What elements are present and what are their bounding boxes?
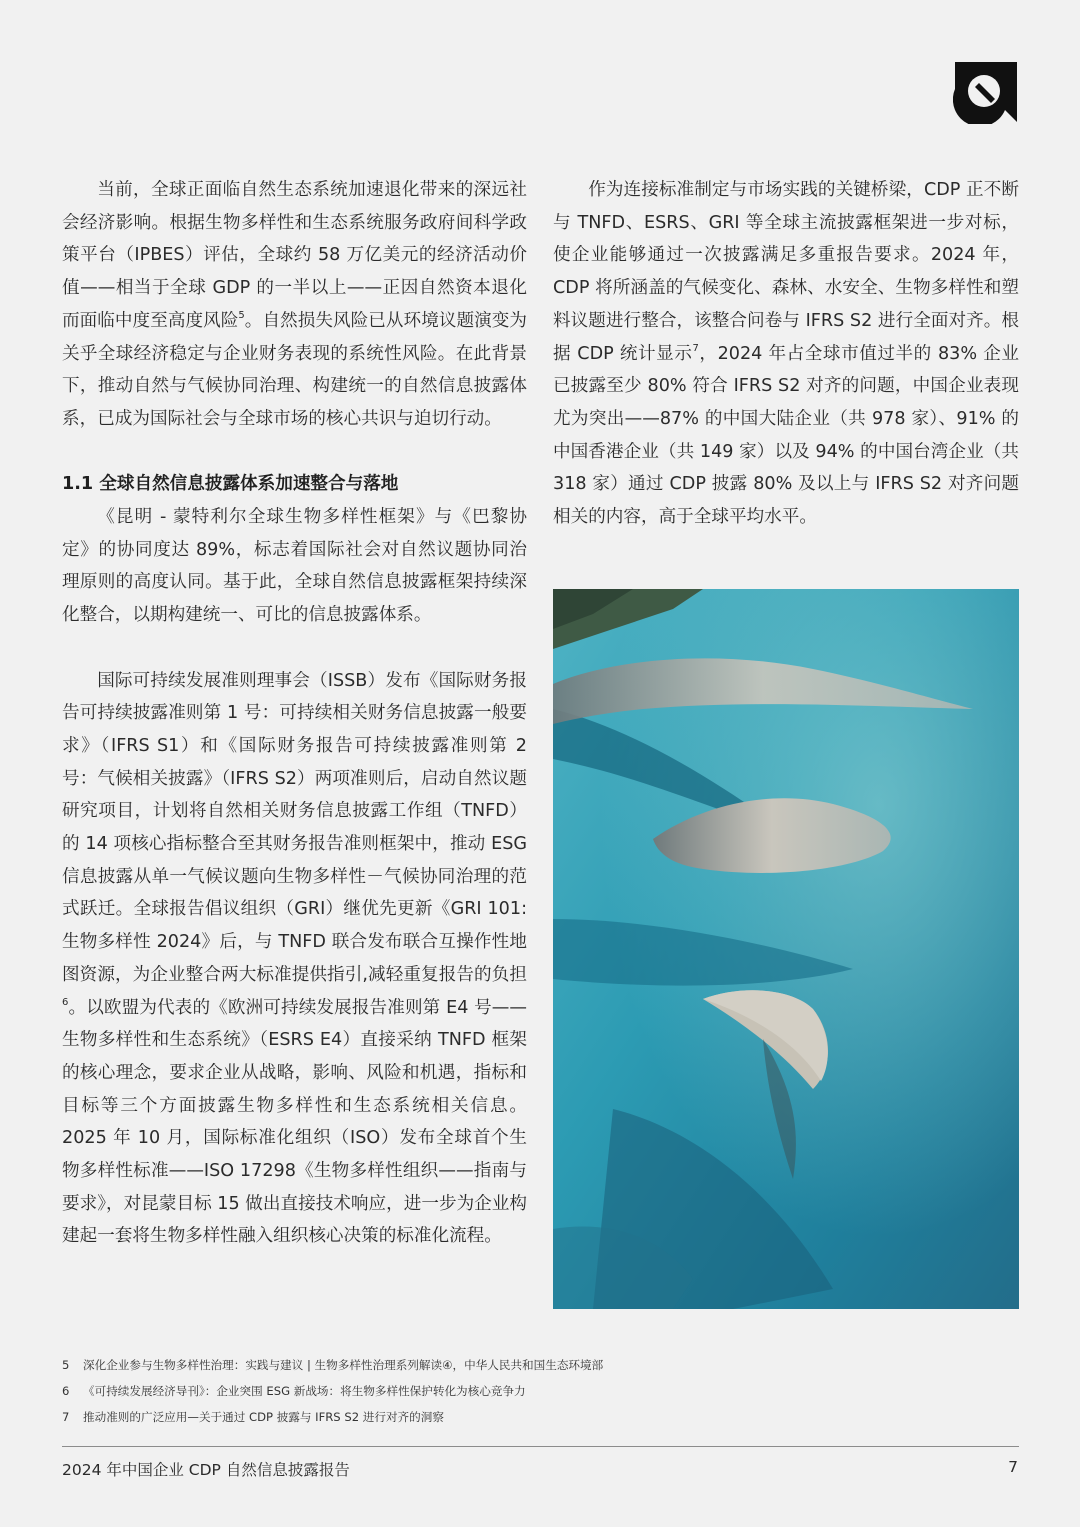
footer-divider: [62, 1446, 1019, 1447]
footnotes: [62, 1352, 1022, 1430]
footnote: [62, 1378, 1022, 1404]
footnote: [62, 1352, 1022, 1378]
footnote-number: 6: [62, 1384, 70, 1398]
brand-logo-icon: [953, 60, 1019, 124]
footnote: [62, 1404, 1022, 1430]
footnote-text: 《可持续发展经济导刊》：企业突围 ESG 新战场：将生物多样性保护转化为核心竞争力: [83, 1384, 526, 1398]
footnote-text: 深化企业参与生物多样性治理：实践与建议 | 生物多样性治理系列解读④，中华人民共和国生态环境部: [83, 1358, 604, 1372]
left-column: [62, 174, 527, 1253]
issb-paragraph: 国际可持续发展准则理事会（ISSB）发布《国际财务报告可持续披露准则第 1 号：可持续相关财务信息披露一般要求》（IFRS S1）和《国际财务报告可持续披露准则第 2 号：气候相关披露》（IFRS S2）两项准则后，启动自然议题研究项目，计划将自然相关财务信息披露工作组（TNFD）的 14 项核心指标整合至其财务报告准则框架中，推动 ESG 信息披露从单一气候议题向生物多样性－气候协同治理的范式跃迁。全球报告倡议组织（GRI）继优先更新《GRI 101: 生物多样性 2024》后，与 TNFD 联合发布联合互操作性地图资源，为企业整合两大标准提供指引,减轻重复报告的负担$^6$。以欧盟为代表的《欧洲可持续发展报告准则第 E4 号——生物多样性和生态系统》（ESRS E4）直接采纳 TNFD 框架的核心理念，要求企业从战略，影响、风险和机遇，指标和目标等三个方面披露生物多样性和生态系统相关信息。2025 年 10 月，国际标准化组织（ISO）发布全球首个生物多样性标准——ISO 17298《生物多样性组织——指南与要求》，对昆蒙目标 15 做出直接技术响应，进一步为企业构建起一套将生物多样性融入组织核心决策的标准化流程。: [62, 670, 527, 1247]
footnote-text: 推动准则的广泛应用—关于通过 CDP 披露与 IFRS S2 进行对齐的洞察: [83, 1410, 444, 1424]
report-title: 2024 年中国企业 CDP 自然信息披露报告: [62, 1461, 350, 1479]
footnote-number: 5: [62, 1358, 70, 1372]
cdp-paragraph: 作为连接标准制定与市场实践的关键桥梁，CDP 正不断与 TNFD、ESRS、GRI 等全球主流披露框架进一步对标，使企业能够通过一次披露满足多重报告要求。2024 年，CDP 将所涵盖的气候变化、森林、水安全、生物多样性和塑料议题进行整合，该整合问卷与 IFRS S2 进行全面对齐。根据 CDP 统计显示$^7$，2024 年占全球市值过半的 83% 企业已披露至少 80% 符合 IFRS S2 对齐的问题，中国企业表现尤为突出——87% 的中国大陆企业（共 978 家）、91% 的中国香港企业（共 149 家）以及 94% 的中国台湾企业（共 318 家）通过 CDP 披露 80% 及以上与 IFRS S2 对齐问题相关的内容，高于全球平均水平。: [553, 180, 1019, 528]
right-column: [553, 174, 1019, 534]
footnote-ref-6: 6: [62, 996, 69, 1008]
footnote-ref-7: 7: [692, 342, 699, 354]
footnote-ref-5: 5: [238, 309, 245, 321]
footnote-number: 7: [62, 1410, 70, 1424]
aerial-river-photo: [553, 589, 1019, 1309]
page-number: 7: [1008, 1458, 1018, 1476]
framework-paragraph: 《昆明 - 蒙特利尔全球生物多样性框架》与《巴黎协定》的协同度达 89%，标志着国际社会对自然议题协同治理原则的高度认同。基于此，全球自然信息披露框架持续深化整合，以期构建统一、可比的信息披露体系。: [62, 507, 527, 626]
intro-paragraph: 当前，全球正面临自然生态系统加速退化带来的深远社会经济影响。根据生物多样性和生态系统服务政府间科学政策平台（IPBES）评估，全球约 58 万亿美元的经济活动价值——相当于全球 GDP 的一半以上——正因自然资本退化而面临中度至高度风险$^5$。自然损失风险已从环境议题演变为关乎全球经济稳定与企业财务表现的系统性风险。在此背景下，推动自然与气候协同治理、构建统一的自然信息披露体系，已成为国际社会与全球市场的核心共识与迫切行动。: [62, 180, 527, 429]
section-heading: 1.1 全球自然信息披露体系加速整合与落地: [62, 474, 399, 495]
